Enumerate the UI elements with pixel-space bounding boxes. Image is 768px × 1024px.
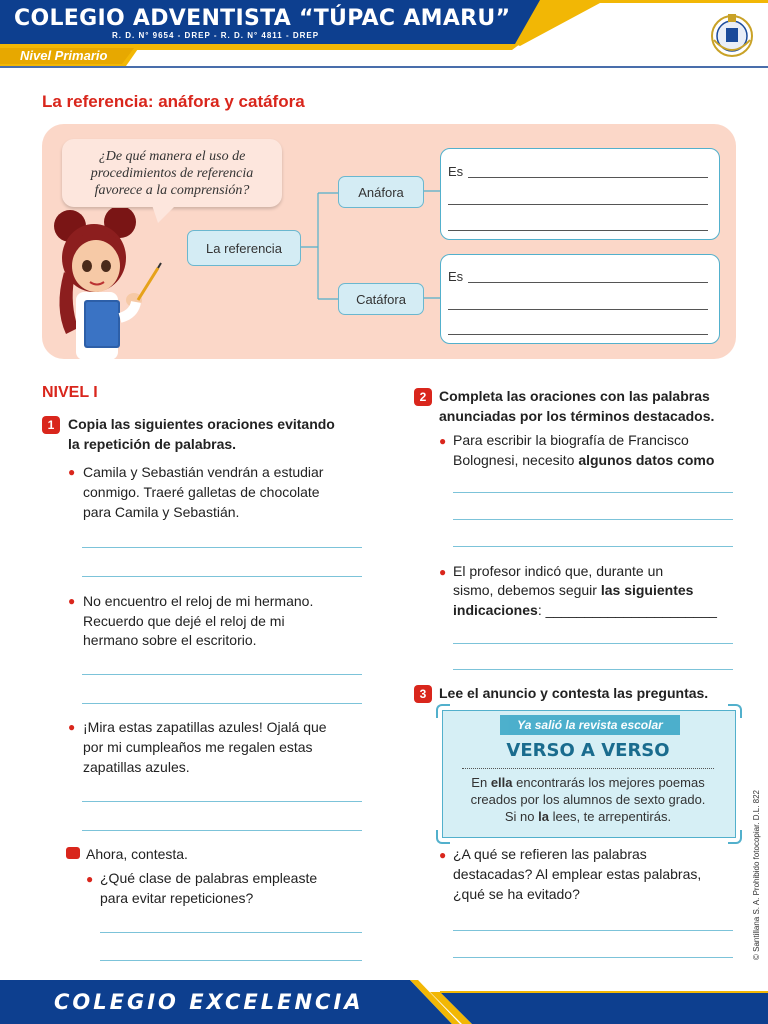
catafora-es-label: Es xyxy=(448,269,464,284)
bullet-icon: ● xyxy=(68,465,76,479)
item-2-2-line-3 xyxy=(453,600,717,620)
resolution-line: R. D. N° 9654 - DREP - R. D. N° 4811 - DREP xyxy=(112,31,320,40)
answer-line[interactable] xyxy=(82,674,362,675)
ahora-label: Ahora, contesta. xyxy=(86,846,188,862)
item-2-line-3: hermano sobre el escritorio. xyxy=(83,632,257,648)
ad-text xyxy=(452,774,724,825)
catafora-line-3[interactable] xyxy=(448,334,708,335)
node-catafora xyxy=(338,283,424,315)
question-text: ¿De qué manera el uso de procedimientos de referencia favorece a la comprensión? xyxy=(90,148,254,198)
ad-corner-decoration xyxy=(436,830,450,844)
page-title: La referencia: anáfora y catáfora xyxy=(42,92,305,111)
node-anafora xyxy=(338,176,424,208)
bullet-icon: ● xyxy=(439,848,447,862)
answer-line[interactable] xyxy=(453,669,733,670)
ad-line-2: creados por los alumnos de sexto grado. xyxy=(470,792,706,807)
answer-line[interactable] xyxy=(100,932,362,933)
item-3-line-3: zapatillas azules. xyxy=(83,759,190,775)
item-1-line-2: conmigo. Traeré galletas de chocolate xyxy=(83,484,320,500)
answer-line[interactable] xyxy=(453,643,733,644)
ahora-question-line-1: ¿Qué clase de palabras empleaste xyxy=(100,870,318,886)
school-name: COLEGIO ADVENTISTA “TÚPAC AMARU” xyxy=(14,6,511,31)
item-1-line-3: para Camila y Sebastián. xyxy=(83,504,240,520)
level-label: Nivel Primario xyxy=(20,48,108,63)
item-2-2-blank[interactable]: : ______________________ xyxy=(537,602,717,618)
ad-corner-decoration xyxy=(728,830,742,844)
answer-line[interactable] xyxy=(453,930,733,931)
answer-line[interactable] xyxy=(100,960,362,961)
item-2-line-2: Recuerdo que dejé el reloj de mi xyxy=(83,613,285,629)
item-1-line-1: Camila y Sebastián vendrán a estudiar xyxy=(83,464,324,480)
answer-line[interactable] xyxy=(82,576,362,577)
anafora-line-1[interactable] xyxy=(468,177,708,178)
activity-2-instruction-line-2: anunciadas por los términos destacados. xyxy=(439,408,715,424)
activity-1-instruction-line-1: Copia las siguientes oraciones evitando xyxy=(68,416,335,432)
answer-line[interactable] xyxy=(82,547,362,548)
bullet-icon: ● xyxy=(439,434,447,448)
ad-corner-decoration xyxy=(436,704,450,718)
answer-line[interactable] xyxy=(82,830,362,831)
answer-line[interactable] xyxy=(453,492,733,493)
item-3-line-2: por mi cumpleaños me regalen estas xyxy=(83,739,313,755)
catafora-line-1[interactable] xyxy=(468,282,708,283)
item-2-2-line-2 xyxy=(453,580,693,600)
bullet-icon: ● xyxy=(68,720,76,734)
activity-3-question-line-3: ¿qué se ha evitado? xyxy=(453,886,580,902)
ad-line-3: Si no la lees, te arrepentirás. xyxy=(504,809,672,824)
root-node-la-referencia xyxy=(187,230,301,266)
item-2-2-text: sismo, debemos seguir xyxy=(453,582,601,598)
highlighted-phrase: indicaciones xyxy=(453,602,538,618)
node-catafora-label: Catáfora xyxy=(356,291,406,307)
answer-line[interactable] xyxy=(82,801,362,802)
item-2-line-1: No encuentro el reloj de mi hermano. xyxy=(83,593,314,609)
activity-1-number: 1 xyxy=(42,416,60,434)
item-2-1-line-1: Para escribir la biografía de Francisco xyxy=(453,432,689,448)
bullet-icon: ● xyxy=(86,872,94,886)
activity-3-question-line-1: ¿A qué se refieren las palabras xyxy=(453,846,647,862)
answer-line[interactable] xyxy=(453,546,733,547)
anafora-line-2[interactable] xyxy=(448,204,708,205)
root-node-label: La referencia xyxy=(206,240,282,256)
highlighted-phrase: algunos datos como xyxy=(578,452,715,468)
copyright-notice: © Santillana S. A. Prohibido fotocopiar. D.L. 822 xyxy=(752,790,761,960)
answer-line[interactable] xyxy=(453,957,733,958)
anafora-answer-box[interactable] xyxy=(440,148,720,240)
item-3-line-1: ¡Mira estas zapatillas azules! Ojalá que xyxy=(83,719,327,735)
activity-2-number: 2 xyxy=(414,388,432,406)
ad-dotted-divider xyxy=(462,768,714,769)
footer-text: COLEGIO EXCELENCIA xyxy=(54,990,364,1014)
ahora-question-line-2: para evitar repeticiones? xyxy=(100,890,254,906)
ad-line-1: En ella encontrarás los mejores poemas xyxy=(471,775,705,790)
anafora-line-3[interactable] xyxy=(448,230,708,231)
ad-title: VERSO A VERSO xyxy=(506,740,670,761)
anafora-es-label: Es xyxy=(448,164,464,179)
bullet-icon: ● xyxy=(68,594,76,608)
ahora-marker-icon xyxy=(66,847,80,859)
answer-line[interactable] xyxy=(82,703,362,704)
nivel-heading: NIVEL I xyxy=(42,384,98,401)
activity-3-instruction: Lee el anuncio y contesta las preguntas. xyxy=(439,685,709,701)
ad-banner: Ya salió la revista escolar xyxy=(500,715,680,735)
node-anafora-label: Anáfora xyxy=(358,184,404,200)
highlighted-phrase: las siguientes xyxy=(600,582,694,598)
item-2-1-line-2 xyxy=(453,450,714,470)
catafora-line-2[interactable] xyxy=(448,309,708,310)
activity-3-number: 3 xyxy=(414,685,432,703)
activity-3-question-line-2: destacadas? Al emplear estas palabras, xyxy=(453,866,702,882)
activity-2-instruction-line-1: Completa las oraciones con las palabras xyxy=(439,388,710,404)
catafora-answer-box[interactable] xyxy=(440,254,720,344)
item-2-2-line-1: El profesor indicó que, durante un xyxy=(453,563,664,579)
bullet-icon: ● xyxy=(439,565,447,579)
activity-1-instruction-line-2: la repetición de palabras. xyxy=(68,436,237,452)
answer-line[interactable] xyxy=(453,519,733,520)
item-2-1-text: Bolognesi, necesito xyxy=(453,452,579,468)
ad-corner-decoration xyxy=(728,704,742,718)
